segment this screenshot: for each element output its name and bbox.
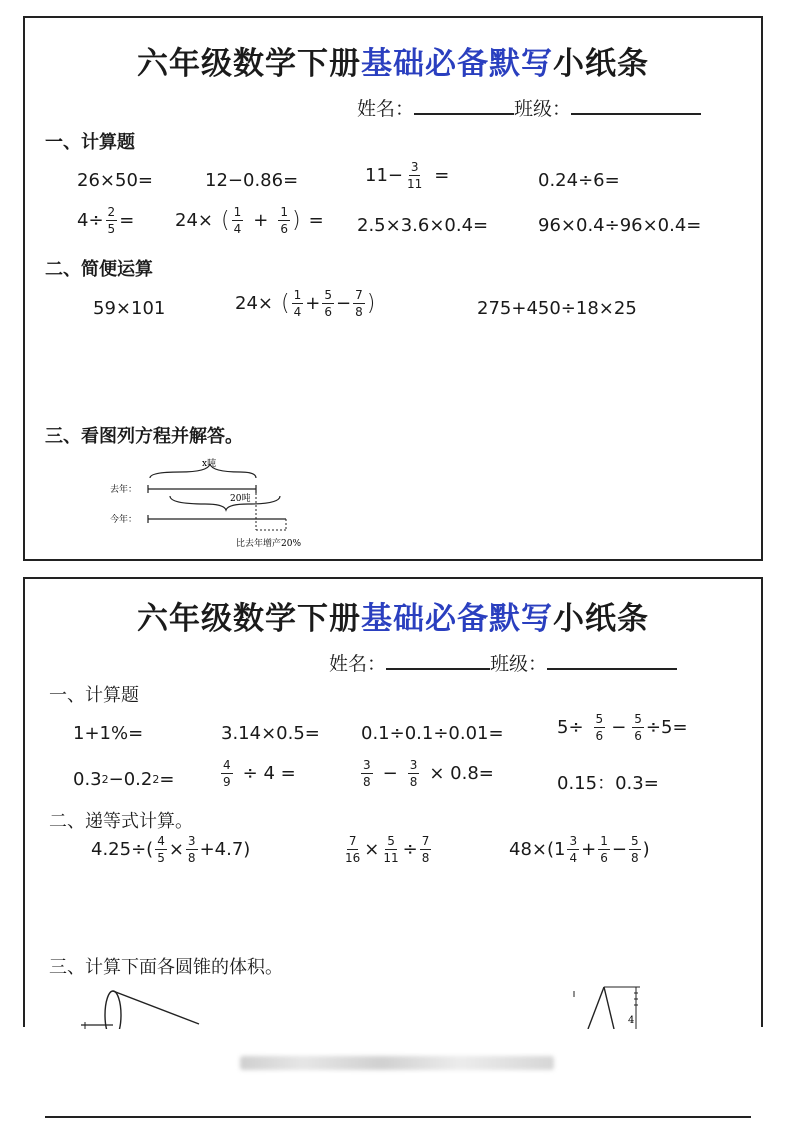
segment-diagram — [110, 454, 330, 550]
operator: × — [364, 839, 380, 860]
denominator: 8 — [409, 775, 418, 789]
expression: ) — [642, 839, 650, 860]
denominator: 8 — [630, 851, 639, 865]
operator: + — [581, 839, 597, 860]
fraction — [420, 835, 432, 864]
expression: = — [159, 769, 175, 790]
operator: − — [335, 293, 352, 314]
expression: 5÷ — [557, 717, 584, 738]
exponent: 2 — [152, 773, 160, 786]
denominator: 4 — [293, 305, 302, 319]
operator: − — [611, 839, 627, 860]
expression: −0.2 — [108, 769, 153, 790]
problem — [361, 723, 504, 744]
operator: + — [305, 293, 321, 314]
numerator: 7 — [348, 834, 357, 848]
title-part: 小纸条 — [553, 46, 649, 82]
problem — [357, 215, 488, 236]
fraction — [598, 835, 610, 864]
paren: ) — [291, 208, 301, 233]
expression: = — [119, 210, 135, 231]
expression: 3.14×0.5= — [221, 723, 320, 744]
x-label: x吨 — [202, 459, 217, 469]
fraction — [292, 289, 304, 318]
fraction — [322, 289, 334, 318]
problem — [235, 289, 375, 318]
denominator: 8 — [421, 851, 430, 865]
problem — [557, 713, 688, 742]
numerator: 3 — [569, 834, 578, 848]
blurred-watermark — [240, 1056, 554, 1070]
problem — [91, 835, 250, 864]
fraction — [381, 835, 400, 864]
problem — [359, 759, 494, 788]
fraction — [343, 835, 362, 864]
worksheet-2 — [23, 577, 763, 1027]
expression: 11− — [365, 165, 403, 186]
denominator: 4 — [233, 222, 242, 236]
numerator: 5 — [324, 288, 332, 302]
numerator: 5 — [595, 712, 604, 726]
problem — [557, 769, 659, 795]
numerator: 3 — [363, 758, 371, 772]
cone-diagram-1 — [77, 987, 207, 1029]
problem — [93, 298, 165, 319]
exponent: 2 — [101, 773, 109, 786]
operator: − — [382, 763, 398, 784]
denominator: 8 — [187, 851, 196, 865]
numerator: 7 — [355, 288, 363, 302]
expression: 1+1%= — [73, 723, 144, 744]
problem — [341, 835, 433, 864]
expression: ÷ 4 = — [242, 763, 296, 784]
problem — [477, 298, 637, 319]
title-part: 小纸条 — [553, 601, 649, 637]
denominator: 6 — [634, 729, 642, 743]
worksheet-title — [25, 593, 761, 638]
problem — [509, 835, 650, 864]
fraction — [232, 206, 244, 235]
name-class-bar — [329, 649, 677, 676]
operator: + — [253, 210, 269, 231]
name-label: 姓名： — [357, 98, 415, 120]
denominator: 8 — [363, 775, 371, 789]
denominator: 11 — [407, 177, 423, 191]
fraction — [221, 759, 233, 788]
problem — [221, 723, 320, 744]
expression: 275+450÷18×25 — [477, 298, 637, 319]
numerator: 3 — [409, 758, 418, 772]
section-heading: 一、计算题 — [49, 685, 139, 706]
numerator: 2 — [107, 205, 116, 219]
this-year-label: 今年： — [110, 515, 138, 525]
denominator: 9 — [223, 775, 231, 789]
denominator: 5 — [107, 222, 116, 236]
expression: 59×101 — [93, 298, 166, 319]
numerator: 4 — [157, 834, 165, 848]
mid-label: 20吨 — [230, 494, 251, 504]
fraction — [629, 835, 641, 864]
denominator: 6 — [324, 305, 332, 319]
operator: × — [168, 839, 184, 860]
expression: = — [308, 210, 324, 231]
expression: 4.25÷( — [91, 839, 154, 860]
fraction — [361, 759, 373, 788]
numerator: 5 — [634, 712, 642, 726]
numerator: 3 — [410, 160, 419, 174]
numerator: 3 — [187, 834, 196, 848]
problem — [175, 206, 324, 235]
numerator: 4 — [223, 758, 231, 772]
title-highlight: 基础必备默写 — [361, 46, 553, 82]
expression: × 0.8= — [429, 763, 494, 784]
numerator: 1 — [280, 205, 288, 219]
section-heading: 一、计算题 — [45, 132, 135, 153]
numerator: 1 — [293, 288, 302, 302]
fraction — [278, 206, 290, 235]
name-label: 姓名： — [329, 653, 387, 675]
expression: 48×(1 — [509, 839, 566, 860]
fraction — [186, 835, 198, 864]
section-heading: 二、递等式计算。 — [49, 811, 193, 832]
section-heading: 三、看图列方程并解答。 — [45, 426, 243, 447]
expression: ÷5= — [645, 717, 688, 738]
problem — [205, 170, 298, 191]
fraction — [353, 289, 365, 318]
cone-diagram-2 — [570, 983, 650, 1029]
problem — [77, 170, 153, 191]
name-blank[interactable] — [414, 99, 514, 115]
expression: 96×0.4÷96×0.4= — [538, 215, 702, 236]
expression: 0.15：0.3= — [557, 773, 659, 794]
class-blank[interactable] — [571, 99, 701, 115]
expression: 0.3 — [73, 769, 102, 790]
expression: 26×50= — [77, 170, 153, 191]
problem — [219, 759, 296, 788]
numerator: 1 — [600, 834, 608, 848]
class-label: 班级： — [490, 653, 548, 675]
worksheet-1 — [23, 16, 763, 561]
name-blank[interactable] — [386, 654, 490, 670]
problem — [77, 206, 134, 235]
paren: ( — [221, 208, 230, 233]
class-label: 班级： — [514, 98, 572, 120]
denominator: 16 — [345, 851, 361, 865]
expression: = — [434, 165, 450, 186]
class-blank[interactable] — [547, 654, 677, 670]
denominator: 6 — [280, 222, 288, 236]
problem — [73, 769, 174, 790]
worksheet-title — [25, 38, 761, 83]
fraction — [408, 759, 420, 788]
denominator: 11 — [383, 851, 399, 865]
problem — [538, 170, 620, 191]
expression: 24× — [235, 293, 273, 314]
expression: 2.5×3.6×0.4= — [357, 215, 489, 236]
expression: 4÷ — [77, 210, 104, 231]
fraction — [405, 161, 424, 190]
expression: +4.7) — [199, 839, 251, 860]
denominator: 6 — [600, 851, 608, 865]
numerator: 5 — [630, 834, 639, 848]
denominator: 6 — [595, 729, 604, 743]
numerator: 7 — [421, 834, 430, 848]
title-part: 六年级数学下册 — [137, 46, 361, 82]
title-highlight: 基础必备默写 — [361, 601, 553, 637]
denominator: 4 — [569, 851, 578, 865]
expression: 12−0.86= — [205, 170, 299, 191]
paren: ( — [281, 291, 290, 316]
operator: ÷ — [402, 839, 418, 860]
fraction — [594, 713, 606, 742]
title-part: 六年级数学下册 — [137, 601, 361, 637]
page-divider — [45, 1116, 751, 1118]
operator: − — [611, 717, 627, 738]
section-heading: 二、简便运算 — [45, 259, 153, 280]
numerator: 1 — [233, 205, 242, 219]
denominator: 8 — [355, 305, 363, 319]
fraction — [106, 206, 118, 235]
expression: 0.24÷6= — [538, 170, 620, 191]
cone-height-label: 4 — [628, 1015, 635, 1026]
name-class-bar — [357, 94, 701, 121]
problem — [538, 215, 701, 236]
problem — [73, 723, 143, 744]
brace-mid — [170, 496, 280, 510]
fraction — [632, 713, 644, 742]
fraction — [567, 835, 579, 864]
denominator: 5 — [157, 851, 165, 865]
problem — [365, 161, 449, 190]
paren: ) — [366, 291, 376, 316]
last-year-label: 去年： — [110, 485, 138, 495]
expression: 0.1÷0.1÷0.01= — [361, 723, 504, 744]
increase-label: 比去年增产20% — [236, 539, 302, 549]
numerator: 5 — [387, 834, 395, 848]
expression: 24× — [175, 210, 213, 231]
section-heading: 三、计算下面各圆锥的体积。 — [49, 957, 283, 978]
fraction — [155, 835, 167, 864]
